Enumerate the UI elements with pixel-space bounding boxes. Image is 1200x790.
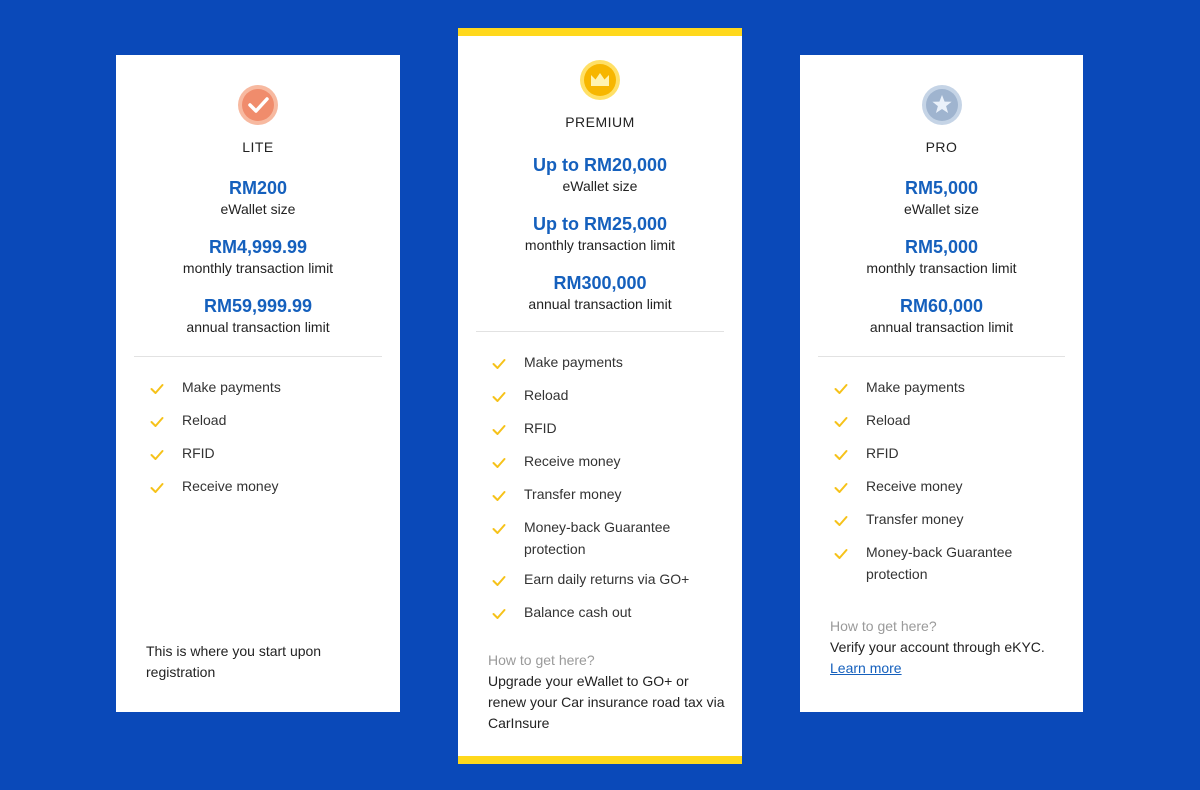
check-icon (492, 418, 506, 443)
feature-item (492, 602, 722, 627)
feature-item (834, 509, 1063, 534)
divider (476, 331, 724, 332)
feature-label: Reload (524, 387, 569, 403)
monthly-limit (458, 213, 742, 254)
feature-label: Receive money (524, 453, 621, 469)
feature-item (492, 352, 722, 377)
limit-amount: RM59,999.99 (203, 296, 313, 316)
limit-label: eWallet size (562, 178, 638, 194)
limit-amount: RM5,000 (904, 237, 979, 257)
limit-amount: RM200 (228, 178, 288, 198)
feature-item (150, 377, 380, 402)
limit-label: annual transaction limit (186, 319, 330, 335)
feature-item (492, 569, 722, 594)
check-icon (834, 443, 848, 468)
monthly-limit (800, 236, 1083, 277)
tier-name: LITE (242, 139, 274, 155)
ewallet-size-limit (800, 177, 1083, 218)
limit-label: eWallet size (220, 201, 296, 217)
feature-list (800, 377, 1083, 585)
limit-label: monthly transaction limit (866, 260, 1017, 276)
feature-item (834, 476, 1063, 501)
check-badge-icon (237, 84, 279, 126)
limit-amount: RM5,000 (904, 178, 979, 198)
feature-label: Transfer money (524, 486, 622, 502)
tier-footer (488, 650, 726, 734)
monthly-limit (116, 236, 400, 277)
check-icon (492, 484, 506, 509)
tier-card-premium (458, 28, 742, 764)
footer-answer: Verify your account through eKYC. (830, 639, 1045, 655)
crown-badge-icon (579, 59, 621, 101)
limit-label: monthly transaction limit (524, 237, 676, 253)
limit-label: eWallet size (904, 201, 979, 217)
footer-note: This is where you start upon registration (146, 643, 322, 680)
check-icon (150, 377, 164, 402)
check-icon (492, 569, 506, 594)
ewallet-size-limit (116, 177, 400, 218)
divider (134, 356, 382, 357)
feature-item (492, 451, 722, 476)
check-icon (834, 476, 848, 501)
feature-list (458, 352, 742, 626)
feature-list (116, 377, 400, 501)
feature-item (834, 377, 1063, 402)
check-icon (150, 410, 164, 435)
feature-label: Transfer money (866, 511, 964, 527)
divider (818, 356, 1065, 357)
limit-label: annual transaction limit (528, 296, 672, 312)
tier-name: PREMIUM (565, 114, 635, 130)
feature-label: Money-back Guarantee protection (866, 544, 1013, 582)
limit-amount: Up to RM20,000 (532, 155, 668, 175)
tier-name: PRO (925, 139, 958, 155)
feature-item (834, 443, 1063, 468)
limit-amount: RM4,999.99 (208, 237, 308, 257)
limits-list (458, 154, 742, 313)
learn-more-link[interactable]: Learn more (830, 660, 902, 676)
limit-label: monthly transaction limit (182, 260, 334, 276)
feature-item (492, 517, 722, 560)
feature-label: RFID (524, 420, 557, 436)
feature-label: RFID (866, 445, 899, 461)
feature-label: RFID (182, 445, 215, 461)
limit-label: annual transaction limit (869, 319, 1014, 335)
feature-label: Make payments (866, 379, 965, 395)
feature-label: Earn daily returns via GO+ (524, 570, 690, 587)
tier-footer (830, 616, 1067, 679)
ewallet-size-limit (458, 154, 742, 195)
feature-label: Reload (182, 412, 227, 428)
feature-label: Receive money (182, 478, 279, 494)
feature-label: Receive money (866, 478, 963, 494)
feature-item (834, 410, 1063, 435)
star-badge-icon (921, 84, 963, 126)
feature-label: Money-back Guarantee protection (524, 519, 671, 557)
tier-card-lite (116, 55, 400, 712)
feature-item (150, 476, 380, 501)
limit-amount: RM60,000 (899, 296, 984, 316)
feature-label: Make payments (182, 379, 281, 395)
feature-item (492, 385, 722, 410)
check-icon (834, 410, 848, 435)
limits-list (116, 177, 400, 336)
check-icon (834, 509, 848, 534)
annual-limit (116, 295, 400, 336)
limit-amount: Up to RM25,000 (532, 214, 668, 234)
feature-item (150, 410, 380, 435)
annual-limit (800, 295, 1083, 336)
limits-list (800, 177, 1083, 336)
feature-label: Make payments (524, 354, 623, 370)
tier-card-pro (800, 55, 1083, 712)
feature-item (150, 443, 380, 468)
check-icon (492, 451, 506, 476)
check-icon (492, 385, 506, 410)
feature-label: Balance cash out (524, 603, 632, 620)
footer-question: How to get here? (488, 652, 595, 668)
limit-amount: RM300,000 (553, 273, 647, 293)
feature-item (834, 542, 1063, 585)
footer-question: How to get here? (830, 618, 937, 634)
feature-item (492, 418, 722, 443)
check-icon (834, 377, 848, 402)
tier-footer (146, 641, 384, 683)
footer-answer: Upgrade your eWallet to GO+ or renew your Car insurance road tax via CarInsure (488, 673, 725, 731)
check-icon (150, 476, 164, 501)
check-icon (150, 443, 164, 468)
check-icon (492, 352, 506, 377)
check-icon (492, 602, 506, 627)
footer-answer-line (830, 637, 1067, 679)
check-icon (834, 542, 848, 567)
check-icon (492, 517, 506, 542)
annual-limit (458, 272, 742, 313)
feature-label: Reload (866, 412, 911, 428)
feature-item (492, 484, 722, 509)
